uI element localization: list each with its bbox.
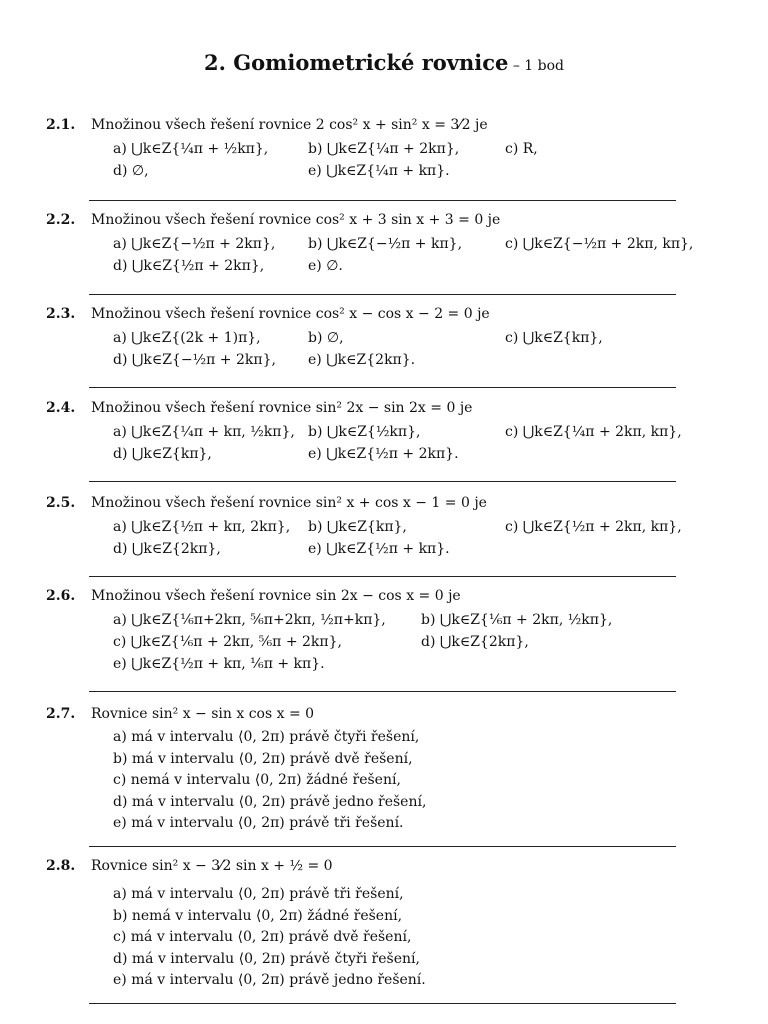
option-d[interactable]: d) ⋃k∈Z{½π + 2kπ}, [113,258,265,274]
answer-options [113,886,678,994]
problem-number: 2.4. [46,400,76,416]
divider [89,1003,676,1004]
option-c[interactable]: c) ⋃k∈Z{−½π + 2kπ, kπ}, [505,236,694,252]
option-c[interactable]: c) ⋃k∈Z{¼π + 2kπ, kπ}, [505,424,682,440]
option-e[interactable]: e) má v intervalu ⟨0, 2π) právě tři řešení. [113,815,404,831]
option-e[interactable]: e) ⋃k∈Z{½π + kπ, ⅙π + kπ}. [113,656,325,672]
answer-options [113,141,678,185]
problem-statement: Množinou všech řešení rovnice cos² x − cos x − 2 = 0 je [91,306,490,322]
divider [89,576,676,577]
option-e[interactable]: e) ∅. [308,258,343,274]
answer-options [113,729,678,837]
option-e[interactable]: e) ⋃k∈Z{½π + kπ}. [308,541,450,557]
option-a[interactable]: a) ⋃k∈Z{¼π + ½kπ}, [113,141,269,157]
option-e[interactable]: e) ⋃k∈Z{2kπ}. [308,352,416,368]
page-title [0,50,768,75]
problem-statement: Množinou všech řešení rovnice sin 2x − cos x = 0 je [91,588,461,604]
problem-statement: Rovnice sin² x − 3⁄2 sin x + ½ = 0 [91,858,333,874]
option-c[interactable]: c) ⋃k∈Z{⅙π + 2kπ, ⅚π + 2kπ}, [113,634,342,650]
answer-options [113,236,694,280]
problem-statement: Rovnice sin² x − sin x cos x = 0 [91,706,315,722]
option-d[interactable]: d) ⋃k∈Z{−½π + 2kπ}, [113,352,276,368]
divider [89,200,676,201]
option-b[interactable]: b) ⋃k∈Z{kπ}, [308,519,407,535]
divider [89,481,676,482]
option-a[interactable]: a) ⋃k∈Z{−½π + 2kπ}, [113,236,276,252]
option-c[interactable]: c) R, [505,141,538,157]
option-d[interactable]: d) ⋃k∈Z{2kπ}, [421,634,529,650]
option-d[interactable]: d) ∅, [113,163,149,179]
divider [89,387,676,388]
option-a[interactable]: a) má v intervalu ⟨0, 2π) právě čtyři řešení, [113,729,420,745]
problem-number: 2.6. [46,588,76,604]
problem-statement: Množinou všech řešení rovnice sin² x + cos x − 1 = 0 je [91,495,487,511]
option-c[interactable]: c) má v intervalu ⟨0, 2π) právě dvě řešení, [113,929,412,945]
divider [89,294,676,295]
option-a[interactable]: a) ⋃k∈Z{⅙π+2kπ, ⅚π+2kπ, ½π+kπ}, [113,612,386,628]
option-a[interactable]: a) ⋃k∈Z{(2k + 1)π}, [113,330,261,346]
option-b[interactable]: b) ⋃k∈Z{½kπ}, [308,424,421,440]
problem-number: 2.8. [46,858,76,874]
problem-number: 2.5. [46,495,76,511]
option-b[interactable]: b) ∅, [308,330,344,346]
option-b[interactable]: b) ⋃k∈Z{¼π + 2kπ}, [308,141,460,157]
option-e[interactable]: e) ⋃k∈Z{¼π + kπ}. [308,163,450,179]
option-b[interactable]: b) ⋃k∈Z{−½π + kπ}, [308,236,463,252]
option-a[interactable]: a) má v intervalu ⟨0, 2π) právě tři řešení, [113,886,404,902]
title-main: 2. Gomiometrické rovnice [203,50,509,75]
option-c[interactable]: c) ⋃k∈Z{½π + 2kπ, kπ}, [505,519,682,535]
option-a[interactable]: a) ⋃k∈Z{¼π + kπ, ½kπ}, [113,424,295,440]
option-e[interactable]: e) má v intervalu ⟨0, 2π) právě jedno řešení. [113,972,426,988]
option-d[interactable]: d) ⋃k∈Z{2kπ}, [113,541,221,557]
problem-statement: Množinou všech řešení rovnice sin² 2x − sin 2x = 0 je [91,400,473,416]
answer-options [113,612,678,678]
option-c[interactable]: c) ⋃k∈Z{kπ}, [505,330,603,346]
problem-number: 2.7. [46,706,76,722]
title-points: – 1 bod [508,58,564,74]
option-d[interactable]: d) má v intervalu ⟨0, 2π) právě jedno řešení, [113,793,427,810]
problem-number: 2.2. [46,212,76,228]
option-e[interactable]: e) ⋃k∈Z{½π + 2kπ}. [308,446,459,462]
problem-statement: Množinou všech řešení rovnice cos² x + 3 sin x + 3 = 0 je [91,212,501,228]
option-a[interactable]: a) ⋃k∈Z{½π + kπ, 2kπ}, [113,519,291,535]
answer-options [113,330,678,374]
divider [89,846,676,847]
option-d[interactable]: d) má v intervalu ⟨0, 2π) právě čtyři řešení, [113,950,420,967]
option-c[interactable]: c) nemá v intervalu ⟨0, 2π) žádné řešení, [113,772,401,788]
problem-number: 2.3. [46,306,76,322]
option-b[interactable]: b) má v intervalu ⟨0, 2π) právě dvě řešení, [113,750,413,767]
answer-options [113,519,682,563]
option-d[interactable]: d) ⋃k∈Z{kπ}, [113,446,212,462]
option-b[interactable]: b) nemá v intervalu ⟨0, 2π) žádné řešení, [113,907,403,924]
divider [89,691,676,692]
option-b[interactable]: b) ⋃k∈Z{⅙π + 2kπ, ½kπ}, [421,612,613,628]
answer-options [113,424,682,468]
problem-statement: Množinou všech řešení rovnice 2 cos² x + sin² x = 3⁄2 je [91,117,488,133]
problem-number: 2.1. [46,117,76,133]
